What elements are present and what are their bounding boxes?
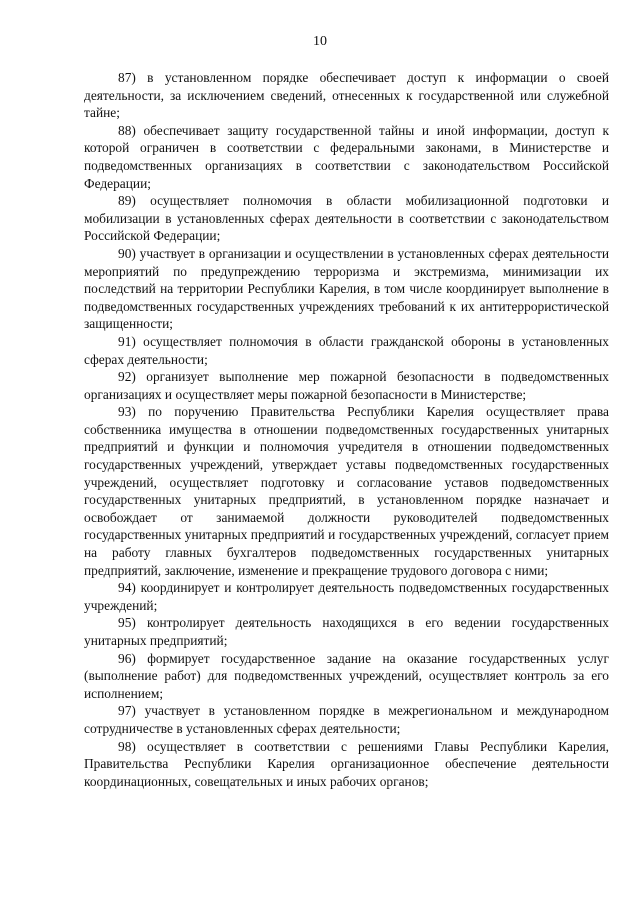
paragraph-96: 96) формирует государственное задание на оказание государственных услуг (выполнение работ) для подведомственных учреждений, осуществляет контроль за его исполнением; [84,650,609,701]
paragraph-91: 91) осуществляет полномочия в области гражданской обороны в установленных сферах деятельности; [84,333,609,367]
paragraph-95: 95) контролирует деятельность находящихся в его ведении государственных унитарных предприятий; [84,615,609,648]
paragraph-98: 98) осуществляет в соответствии с решениями Главы Республики Карелия, Правительства Республики Карелия организационное обеспечение деятельности координационных, совещательных и иных рабочих органов; [84,738,609,789]
paragraph-97: 97) участвует в установленном порядке в межрегиональном и международном сотрудничестве в установленных сферах деятельности; [84,703,609,736]
paragraph-88: 88) обеспечивает защиту государственной тайны и иной информации, доступ к которой ограничен в соответствии с федеральными законами, в Министерстве и подведомственных организациях в соответствии с законодательством Российской Федерации; [84,122,609,191]
document-body [84,69,609,790]
page-number: 10 [313,34,327,49]
paragraph-92: 92) организует выполнение мер пожарной безопасности в подведомственных организациях и осуществляет меры пожарной безопасности в Министерстве; [84,369,609,402]
paragraph-94: 94) координирует и контролирует деятельность подведомственных государственных учреждений; [84,580,609,613]
paragraph-87: 87) в установленном порядке обеспечивает доступ к информации о своей деятельности, за исключением сведений, отнесенных к государственной или служебной тайне; [84,70,609,121]
paragraph-93: 93) по поручению Правительства Республики Карелия осуществляет права собственника имущества в отношении подведомственных государственных унитарных предприятий и функции и полномочия учредителя в отношении подведомственных государственных учреждений, утверждает уставы подведомственных государственных учреждений, осуществляет подготовку и согласование уставов подведомственных государственных унитарных предприятий, в установленном порядке назначает и освобождает от занимаемой должности руководителей подведомственных государственных унитарных предприятий и государственных учреждений, согласует прием на работу главных бухгалтеров подведомственных государственных унитарных предприятий, заключение, изменение и прекращение трудового договора с ними; [84,404,609,578]
paragraph-90: 90) участвует в организации и осуществлении в установленных сферах деятельности мероприятий по предупреждению терроризма и экстремизма, минимизации их последствий на территории Республики Карелия, в том числе координирует выполнение в подведомственных государственных учреждениях требований к их антитеррористической защищенности; [84,245,609,332]
paragraph-89: 89) осуществляет полномочия в области мобилизационной подготовки и мобилизации в установленных сферах деятельности в соответствии с законодательством Российской Федерации; [84,193,609,244]
